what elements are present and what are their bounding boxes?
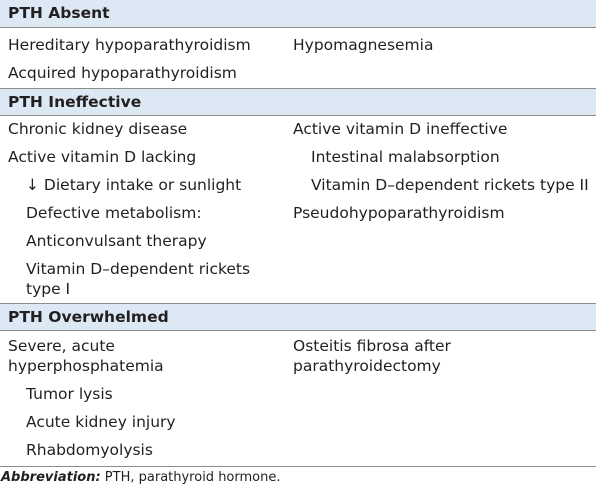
section-title: PTH Ineffective: [8, 93, 142, 111]
table-cell: Defective metabolism:: [26, 204, 202, 222]
table-cell: Osteitis fibrosa after: [293, 337, 451, 355]
table-cell: Acquired hypoparathyroidism: [8, 64, 237, 82]
table-bottom-rule: [0, 466, 596, 467]
section-header-pth-absent: [0, 0, 596, 28]
table-cell: Vitamin D–dependent rickets type II: [311, 176, 589, 194]
table-cell: Vitamin D–dependent rickets: [26, 260, 251, 278]
table-cell: Chronic kidney disease: [8, 120, 188, 138]
section-title: PTH Overwhelmed: [8, 308, 169, 326]
table-footnote: [1, 470, 281, 485]
table-cell: hyperphosphatemia: [8, 357, 164, 375]
table-cell: Active vitamin D lacking: [8, 148, 197, 166]
section-title: PTH Absent: [8, 4, 110, 22]
section-header-pth-ineffective: [0, 88, 596, 116]
table-cell: Acute kidney injury: [26, 413, 176, 431]
table-cell: Severe, acute: [8, 337, 115, 355]
table-cell: Hereditary hypoparathyroidism: [8, 36, 251, 54]
table-cell: Active vitamin D ineffective: [293, 120, 508, 138]
table-cell: type I: [26, 280, 71, 298]
footnote-text: PTH, parathyroid hormone.: [100, 470, 281, 485]
table-cell: ↓ Dietary intake or sunlight: [26, 176, 242, 194]
table-cell: Anticonvulsant therapy: [26, 232, 207, 250]
table-cell: Intestinal malabsorption: [311, 148, 500, 166]
table-cell: Hypomagnesemia: [293, 36, 434, 54]
footnote-label: Abbreviation:: [1, 470, 101, 485]
table-cell: parathyroidectomy: [293, 357, 441, 375]
table-cell: Tumor lysis: [26, 385, 113, 403]
table-cell: Pseudohypoparathyroidism: [293, 204, 505, 222]
table-cell: Rhabdomyolysis: [26, 441, 153, 459]
section-header-pth-overwhelmed: [0, 303, 596, 331]
